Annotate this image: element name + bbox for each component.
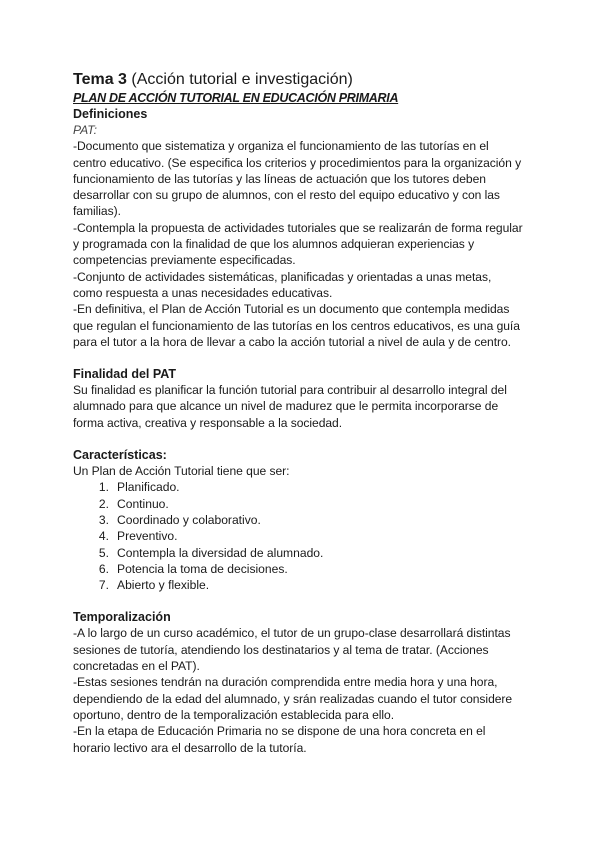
list-item <box>93 479 550 495</box>
text-line: para el tutor a la hora de llevar a cabo la acción tutorial a nivel de aula y de centro. <box>73 334 511 349</box>
temporalizacion-body <box>73 625 550 755</box>
list-item <box>93 512 550 528</box>
text-line: -A lo largo de un curso académico, el tutor de un grupo-clase desarrollará distintas <box>73 626 511 641</box>
caracteristicas-list <box>73 479 550 593</box>
pat-label: PAT: <box>73 123 97 137</box>
caracteristicas-intro: Un Plan de Acción Tutorial tiene que ser: <box>73 464 290 479</box>
list-text: Coordinado y colaborativo. <box>117 512 261 527</box>
spacer <box>73 431 550 447</box>
heading-definiciones: Definiciones <box>73 107 148 121</box>
text-line: forma activa, creativa y responsable a la sociedad. <box>73 415 343 430</box>
document-title <box>73 70 550 90</box>
text-line: y programada con la finalidad de que los alumnos adquieran experiencias y <box>73 237 475 252</box>
heading-temporalizacion: Temporalización <box>73 610 171 625</box>
list-item <box>93 528 550 544</box>
heading-finalidad: Finalidad del PAT <box>73 367 177 382</box>
list-number: 1. <box>98 480 109 495</box>
text-line: dependiendo de la edad del alumnado, y srán realizadas cuando el tutor considere <box>73 691 513 706</box>
list-number: 7. <box>98 578 109 593</box>
list-text: Preventivo. <box>117 529 178 544</box>
list-number: 6. <box>98 561 109 576</box>
definiciones-body <box>73 138 550 350</box>
text-line: alumnado para que alcance un nivel de madurez que le permita incorporarse de <box>73 399 499 414</box>
text-line: funcionamiento de las tutorías y las líneas de actuación que los tutores deben <box>73 171 486 186</box>
spacer <box>73 593 550 609</box>
heading-caracteristicas: Características: <box>73 448 167 463</box>
spacer <box>73 350 550 366</box>
text-line: -Conjunto de actividades sistemáticas, planificadas y orientadas a unas metas, <box>73 269 492 284</box>
list-text: Potencia la toma de decisiones. <box>117 561 288 576</box>
text-line: -En definitiva, el Plan de Acción Tutorial es un documento que contempla medidas <box>73 302 510 317</box>
list-number: 3. <box>98 512 109 527</box>
text-line: -En la etapa de Educación Primaria no se dispone de una hora concreta en el <box>73 724 486 739</box>
list-text: Continuo. <box>117 496 169 511</box>
title-subtitle: (Acción tutorial e investigación) <box>126 71 353 88</box>
list-item <box>93 577 550 593</box>
text-line: concretadas en el PAT). <box>73 659 200 674</box>
text-line: competencias previamente especificadas. <box>73 253 296 268</box>
list-number: 2. <box>98 496 109 511</box>
text-line: que regulan el funcionamiento de las tutorías en los centros educativos, es una guía <box>73 318 520 333</box>
text-line: oportuno, dentro de la temporalización establecida para ello. <box>73 707 395 722</box>
text-line: centro educativo. (Se especifica los criterios y procedimientos para la organización y <box>73 155 522 170</box>
text-line: Su finalidad es planificar la función tutorial para contribuir al desarrollo integral del <box>73 383 507 398</box>
text-line: -Documento que sistematiza y organiza el funcionamiento de las tutorías en el <box>73 139 489 154</box>
section-subtitle: PLAN DE ACCIÓN TUTORIAL EN EDUCACIÓN PRIMARIA <box>73 91 399 105</box>
list-item <box>93 561 550 577</box>
text-line: como respuesta a unas necesidades educativas. <box>73 285 333 300</box>
text-line: -Contempla la propuesta de actividades tutoriales que se realizarán de forma regular <box>73 220 523 235</box>
list-item <box>93 545 550 561</box>
text-line: familias). <box>73 204 121 219</box>
text-line: horario lectivo ara el desarrollo de la tutoría. <box>73 740 307 755</box>
list-text: Contempla la diversidad de alumnado. <box>117 545 324 560</box>
text-line: sesiones de tutoría, atendiendo los destinatarios y al tema de tratar. (Acciones <box>73 642 489 657</box>
list-text: Planificado. <box>117 480 180 495</box>
finalidad-body <box>73 382 550 431</box>
text-line: desarrollar con su grupo de alumnos, con el resto del equipo educativo y con las <box>73 188 500 203</box>
list-item <box>93 496 550 512</box>
title-number: Tema 3 <box>73 71 127 88</box>
list-number: 5. <box>98 545 109 560</box>
list-number: 4. <box>98 529 109 544</box>
list-text: Abierto y flexible. <box>117 578 210 593</box>
text-line: -Estas sesiones tendrán na duración comprendida entre media hora y una hora, <box>73 675 498 690</box>
